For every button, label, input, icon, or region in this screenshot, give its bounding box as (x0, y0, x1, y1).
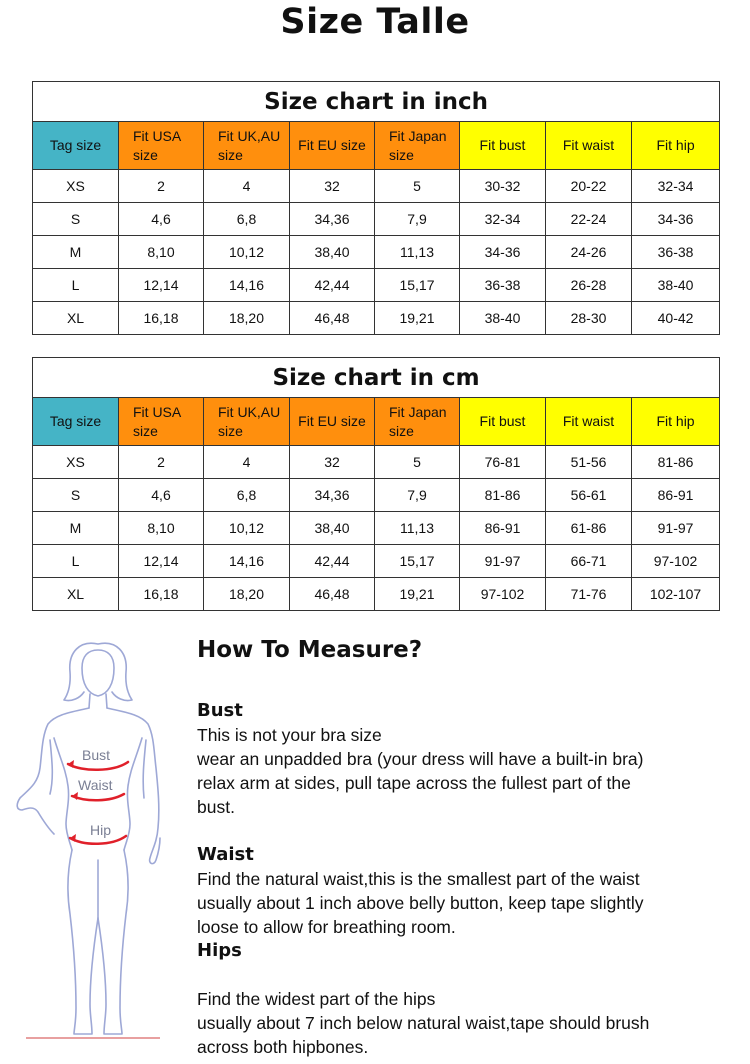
hips-line: usually about 7 inch below natural waist,tape should brush (197, 1013, 650, 1033)
table-cell: 34,36 (290, 203, 375, 236)
table-cell: XS (33, 446, 119, 479)
table-cell: XL (33, 302, 119, 335)
table-cell: XS (33, 170, 119, 203)
table-cell: 40-42 (632, 302, 720, 335)
header-fit-japan: Fit Japan size (375, 122, 460, 170)
bust-label: Bust (82, 747, 111, 763)
table-cell: 38,40 (290, 236, 375, 269)
table-cell: M (33, 236, 119, 269)
header-fit-usa: Fit USA size (119, 398, 204, 446)
table-cell: 32 (290, 446, 375, 479)
header-fit-waist: Fit waist (546, 398, 632, 446)
table-cell: 16,18 (119, 578, 204, 611)
header-fit-uk-au: Fit UK,AU size (204, 122, 290, 170)
size-chart-cm (32, 357, 720, 611)
table-row (33, 302, 720, 335)
bust-line: wear an unpadded bra (your dress will have a built-in bra) (197, 749, 644, 769)
table-row (33, 446, 720, 479)
header-fit-eu: Fit EU size (290, 122, 375, 170)
table-cell: 81-86 (632, 446, 720, 479)
bust-line: bust. (197, 797, 235, 817)
bust-line: relax arm at sides, pull tape across the fullest part of the (197, 773, 631, 793)
hip-label: Hip (90, 822, 112, 838)
table-cell: 91-97 (632, 512, 720, 545)
hips-line: Find the widest part of the hips (197, 989, 436, 1009)
table-cell: 12,14 (119, 545, 204, 578)
table-cell: 66-71 (546, 545, 632, 578)
table-cell: 36-38 (632, 236, 720, 269)
header-fit-eu: Fit EU size (290, 398, 375, 446)
table-cell: 97-102 (460, 578, 546, 611)
table-cell: 32-34 (460, 203, 546, 236)
table-cell: 2 (119, 446, 204, 479)
waist-line: loose to allow for breathing room. (197, 917, 456, 937)
table-cell: 18,20 (204, 302, 290, 335)
table-cell: 7,9 (375, 479, 460, 512)
waist-label: Waist (78, 777, 113, 793)
table-cell: L (33, 545, 119, 578)
chart-title: Size chart in inch (33, 82, 720, 122)
table-cell: 61-86 (546, 512, 632, 545)
table-cell: 14,16 (204, 269, 290, 302)
table-cell: 2 (119, 170, 204, 203)
page-title: Size Talle (280, 2, 470, 42)
table-row (33, 545, 720, 578)
header-fit-bust: Fit bust (460, 122, 546, 170)
bust-heading: Bust (197, 700, 243, 721)
table-row (33, 512, 720, 545)
table-row (33, 203, 720, 236)
table-cell: 4,6 (119, 479, 204, 512)
table-cell: 46,48 (290, 578, 375, 611)
table-cell: 4 (204, 170, 290, 203)
table-row (33, 269, 720, 302)
table-cell: L (33, 269, 119, 302)
table-cell: 12,14 (119, 269, 204, 302)
table-cell: 42,44 (290, 269, 375, 302)
table-cell: 38-40 (632, 269, 720, 302)
table-cell: 18,20 (204, 578, 290, 611)
table-cell: 91-97 (460, 545, 546, 578)
waist-line: usually about 1 inch above belly button, keep tape slightly (197, 893, 644, 913)
table-cell: 32-34 (632, 170, 720, 203)
header-fit-usa: Fit USA size (119, 122, 204, 170)
header-tag-size: Tag size (33, 122, 119, 170)
header-fit-hip: Fit hip (632, 398, 720, 446)
chart-title: Size chart in cm (33, 358, 720, 398)
header-fit-hip: Fit hip (632, 122, 720, 170)
table-cell: S (33, 203, 119, 236)
table-row (33, 170, 720, 203)
table-cell: 22-24 (546, 203, 632, 236)
header-fit-uk-au: Fit UK,AU size (204, 398, 290, 446)
table-row (33, 236, 720, 269)
table-cell: 16,18 (119, 302, 204, 335)
table-cell: 30-32 (460, 170, 546, 203)
table-cell: 19,21 (375, 302, 460, 335)
table-cell: 71-76 (546, 578, 632, 611)
table-cell: 38-40 (460, 302, 546, 335)
table-cell: 42,44 (290, 545, 375, 578)
waist-heading: Waist (197, 844, 254, 865)
table-cell: 28-30 (546, 302, 632, 335)
table-cell: 11,13 (375, 512, 460, 545)
table-cell: 6,8 (204, 203, 290, 236)
header-fit-bust: Fit bust (460, 398, 546, 446)
hips-heading: Hips (197, 940, 242, 961)
table-cell: 86-91 (460, 512, 546, 545)
body-measurement-figure (10, 628, 170, 1058)
table-cell: 34-36 (632, 203, 720, 236)
table-cell: 6,8 (204, 479, 290, 512)
table-cell: 10,12 (204, 236, 290, 269)
table-cell: 19,21 (375, 578, 460, 611)
table-row (33, 578, 720, 611)
table-cell: 36-38 (460, 269, 546, 302)
table-cell: 34-36 (460, 236, 546, 269)
table-cell: 15,17 (375, 269, 460, 302)
table-cell: 81-86 (460, 479, 546, 512)
table-cell: 8,10 (119, 236, 204, 269)
size-chart-inch (32, 81, 720, 335)
table-cell: 34,36 (290, 479, 375, 512)
table-cell: M (33, 512, 119, 545)
table-cell: S (33, 479, 119, 512)
table-cell: 97-102 (632, 545, 720, 578)
table-cell: 32 (290, 170, 375, 203)
bust-line: This is not your bra size (197, 725, 382, 745)
table-cell: 5 (375, 170, 460, 203)
body-outline-illustration (10, 628, 170, 1058)
table-cell: 56-61 (546, 479, 632, 512)
header-fit-waist: Fit waist (546, 122, 632, 170)
how-to-measure-title: How To Measure? (197, 637, 423, 663)
table-cell: 15,17 (375, 545, 460, 578)
table-cell: 4,6 (119, 203, 204, 236)
waist-line: Find the natural waist,this is the smallest part of the waist (197, 869, 640, 889)
table-cell: XL (33, 578, 119, 611)
table-cell: 7,9 (375, 203, 460, 236)
table-cell: 5 (375, 446, 460, 479)
table-row (33, 479, 720, 512)
hips-line: across both hipbones. (197, 1037, 369, 1057)
table-cell: 11,13 (375, 236, 460, 269)
table-cell: 76-81 (460, 446, 546, 479)
chart-body (33, 170, 720, 335)
table-cell: 14,16 (204, 545, 290, 578)
table-cell: 51-56 (546, 446, 632, 479)
table-cell: 102-107 (632, 578, 720, 611)
chart-body (33, 446, 720, 611)
table-cell: 24-26 (546, 236, 632, 269)
table-cell: 38,40 (290, 512, 375, 545)
table-cell: 20-22 (546, 170, 632, 203)
header-tag-size: Tag size (33, 398, 119, 446)
how-to-measure-section (197, 634, 727, 1059)
table-cell: 8,10 (119, 512, 204, 545)
header-fit-japan: Fit Japan size (375, 398, 460, 446)
table-cell: 10,12 (204, 512, 290, 545)
table-cell: 4 (204, 446, 290, 479)
table-cell: 46,48 (290, 302, 375, 335)
table-cell: 26-28 (546, 269, 632, 302)
table-cell: 86-91 (632, 479, 720, 512)
